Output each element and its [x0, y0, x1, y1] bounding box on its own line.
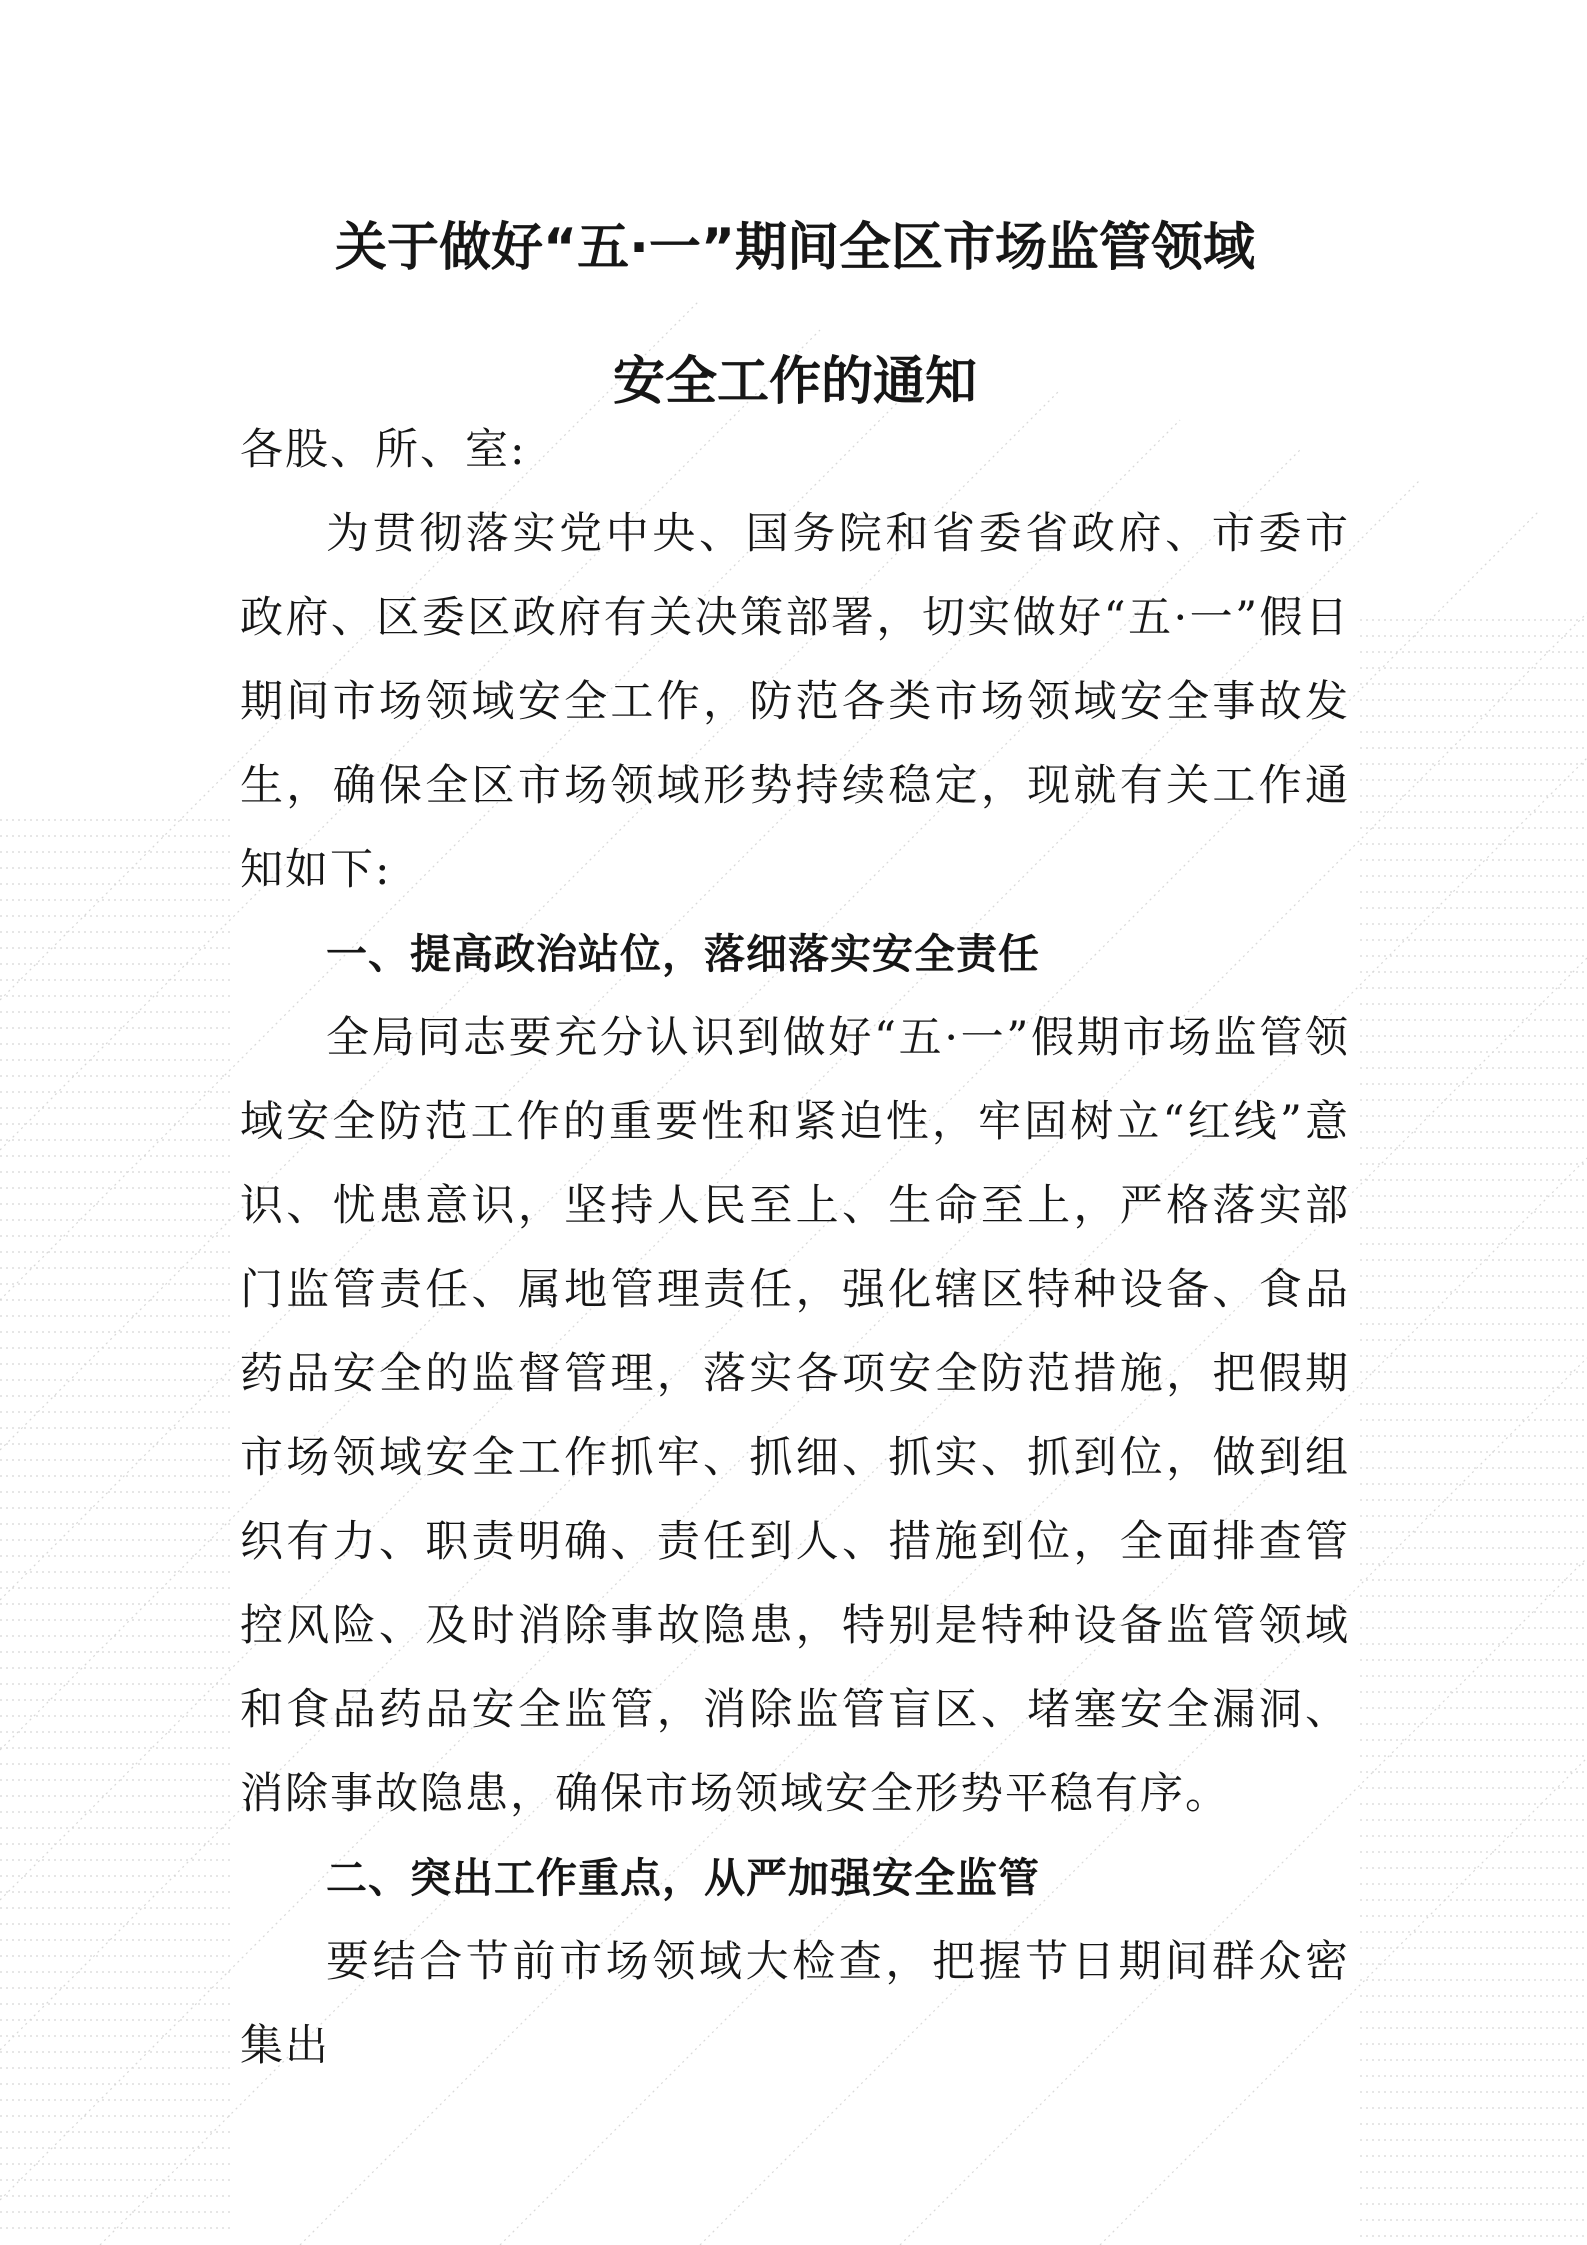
document-body: [240, 200, 1350, 2088]
section-2-heading: 二、突出工作重点，从严加强安全监管: [326, 1854, 1040, 1902]
section-2-paragraph: 要结合节前市场领域大检查，把握节日期间群众密集出: [240, 1937, 1350, 2071]
section-1-paragraph: 全局同志要充分认识到做好“五·一”假期市场监管领域安全防范工作的重要性和紧迫性，牢固树立“红线”意识、忧患意识，坚持人民至上、生命至上，严格落实部门监管责任、属地管理责任，强化辖区特种设备、食品药品安全的监督管理，落实各项安全防范措施，把假期市场领域安全工作抓牢、抓细、抓实、抓到位，做到组织有力、职责明确、责任到人、措施到位，全面排查管控风险、及时消除事故隐患，特别是特种设备监管领域和食品药品安全监管，消除监管盲区、堵塞安全漏洞、消除事故隐患，确保市场领域安全形势平稳有序。: [240, 1013, 1350, 1819]
section-1-heading: 一、提高政治站位，落细落实安全责任: [326, 930, 1040, 978]
document-title-line-1: 关于做好“五·一”期间全区市场监管领域: [334, 218, 1256, 278]
document-title-line-2: 安全工作的通知: [612, 352, 977, 412]
addressee: 各股、所、室:: [240, 425, 527, 475]
intro-paragraph: 为贯彻落实党中央、国务院和省委省政府、市委市政府、区委区政府有关决策部署，切实做好“五·一”假日期间市场领域安全工作，防范各类市场领域安全事故发生，确保全区市场领域形势持续稳定，现就有关工作通知如下:: [240, 509, 1350, 895]
